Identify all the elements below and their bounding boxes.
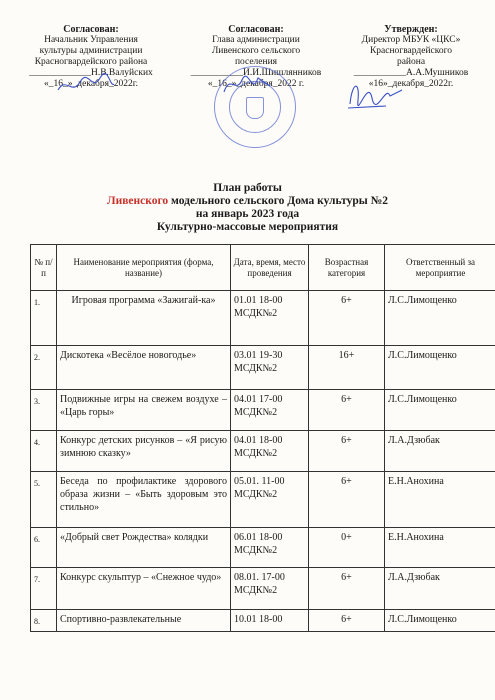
responsible-person: Л.С.Лимощенко [385, 610, 495, 632]
age-category: 16+ [309, 346, 385, 390]
age-category: 6+ [309, 472, 385, 528]
event-date: 03.01 19-30 МСДК№2 [231, 346, 309, 390]
signature-1 [56, 72, 116, 98]
event-date: 05.01. 11-00 МСДК№2 [231, 472, 309, 528]
approval-line: Красногвардейского [369, 46, 453, 56]
age-category: 6+ [309, 568, 385, 610]
event-name: Беседа по профилактике здорового образа жизни – «Быть здоровым это стильно» [57, 472, 231, 528]
table-row [31, 431, 495, 472]
row-number: 7. [31, 568, 57, 610]
event-date: 01.01 18-00 МСДК№2 [231, 291, 309, 346]
events-table [30, 244, 495, 632]
age-category: 0+ [309, 528, 385, 568]
responsible-person: Л.С.Лимощенко [385, 291, 495, 346]
document-heading [0, 182, 495, 234]
responsible-person: Е.Н.Анохина [385, 472, 495, 528]
age-category: 6+ [309, 390, 385, 431]
approval-line: Директор МБУК «ЦКС» [361, 35, 461, 45]
event-name: Дискотека «Весёлое новогодье» [57, 346, 231, 390]
event-date: 06.01 18-00 МСДК№2 [231, 528, 309, 568]
event-name: Игровая программа «Зажигай-ка» [57, 291, 231, 346]
event-name: «Добрый свет Рождества» колядки [57, 528, 231, 568]
table-row [31, 291, 495, 346]
approval-line: «_16_»_декабря_2022г. [44, 79, 138, 89]
approval-title: Утвержден: [384, 24, 438, 35]
responsible-person: Е.Н.Анохина [385, 528, 495, 568]
institution-name: модельного сельского Дома культуры №2 [171, 195, 388, 207]
event-date: 04.01 17-00 МСДК№2 [231, 390, 309, 431]
event-name: Конкурс скульптур – «Снежное чудо» [57, 568, 231, 610]
row-number: 4. [31, 431, 57, 472]
col-header-name: Наименование мероприятия (форма, название) [57, 245, 231, 291]
responsible-person: Л.А.Дзюбак [385, 431, 495, 472]
event-name: Конкурс детских рисунков – «Я рисую зимнюю сказку» [57, 431, 231, 472]
approval-title: Согласован: [63, 24, 119, 35]
village-name: Ливенского [107, 195, 169, 207]
table-row [31, 346, 495, 390]
responsible-person: Л.С.Лимощенко [385, 346, 495, 390]
table-row [31, 472, 495, 528]
col-header-responsible: Ответственный за мероприятие [385, 245, 495, 291]
row-number: 8. [31, 610, 57, 632]
age-category: 6+ [309, 610, 385, 632]
approval-line: Красногвардейского района [34, 57, 148, 67]
row-number: 2. [31, 346, 57, 390]
age-category: 6+ [309, 431, 385, 472]
approval-title: Согласован: [228, 24, 284, 35]
approval-line: ___________И.И.Шишлянников [190, 68, 322, 78]
event-name: Спортивно-развлекательные [57, 610, 231, 632]
table-row [31, 610, 495, 632]
approval-line: Начальник Управления [44, 35, 138, 45]
responsible-person: Л.А.Дзюбак [385, 568, 495, 610]
plan-title: План работы [213, 182, 282, 194]
table-row [31, 528, 495, 568]
age-category: 6+ [309, 291, 385, 346]
table-row [31, 568, 495, 610]
row-number: 3. [31, 390, 57, 431]
approval-line: «_16_»_декабря_2022 г. [207, 79, 305, 89]
event-name: Подвижные игры на свежем воздухе – «Царь горы» [57, 390, 231, 431]
approval-line: Глава администрации [212, 35, 300, 45]
approval-line: ___________А.А.Мушников [353, 68, 469, 78]
approval-line: поселения [234, 57, 278, 67]
approval-line: _____________Н.В.Валуйских [29, 68, 153, 78]
approval-line: района [396, 57, 426, 67]
event-date: 10.01 18-00 [231, 610, 309, 632]
row-number: 6. [31, 528, 57, 568]
plan-institution [0, 195, 495, 208]
approval-line: Ливенского сельского [211, 46, 301, 56]
row-number: 5. [31, 472, 57, 528]
coat-of-arms-icon [246, 97, 264, 119]
approval-line: «16»_декабря_2022г. [368, 79, 454, 89]
event-date: 04.01 18-00 МСДК№2 [231, 431, 309, 472]
row-number: 1. [31, 291, 57, 346]
table-header-row [31, 245, 495, 291]
event-date: 08.01. 17-00 МСДК№2 [231, 568, 309, 610]
approval-block [0, 24, 495, 154]
signature-2 [222, 72, 272, 98]
responsible-person: Л.С.Лимощенко [385, 390, 495, 431]
plan-period: на январь 2023 года [195, 208, 300, 220]
plan-section: Культурно-массовые мероприятия [156, 221, 339, 233]
signature-3 [346, 74, 404, 114]
approval-line: культуры администрации [39, 46, 143, 56]
table-row [31, 390, 495, 431]
col-header-date: Дата, время, место проведения [231, 245, 309, 291]
col-header-number: № п/п [31, 245, 57, 291]
col-header-age: Возрастная категория [309, 245, 385, 291]
